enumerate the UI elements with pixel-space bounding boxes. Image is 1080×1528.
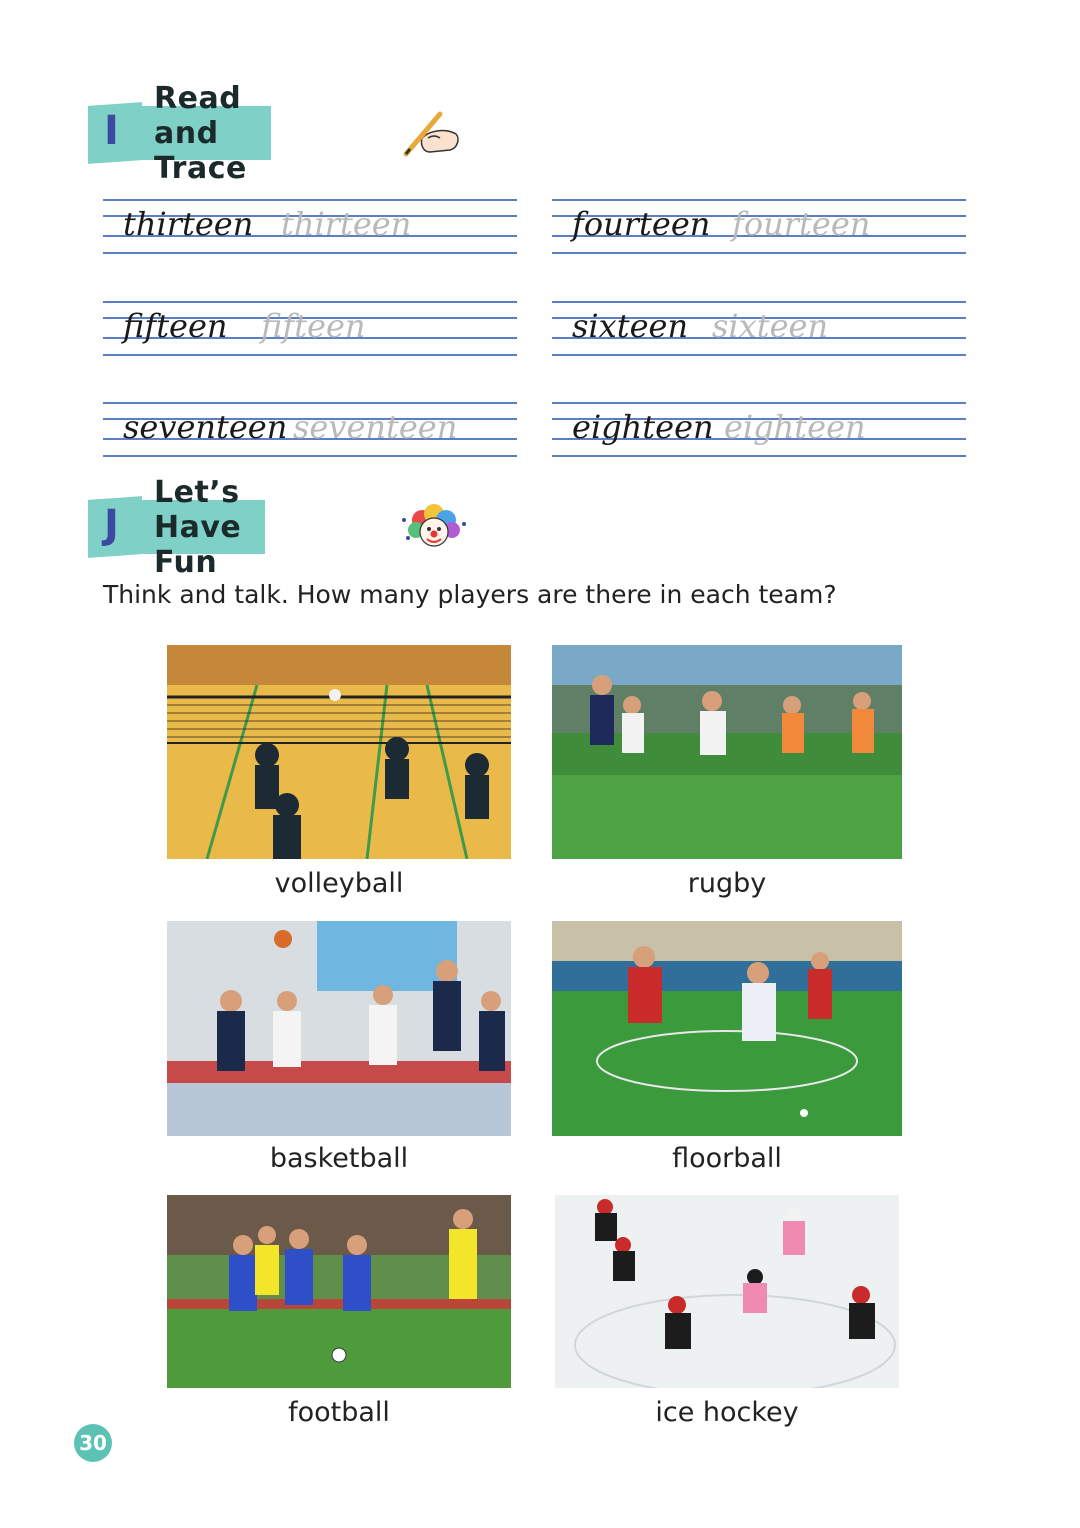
model-word: seventeen — [123, 408, 288, 446]
section-letter: I — [104, 108, 119, 154]
model-word: fifteen — [123, 307, 228, 345]
section-title-box — [132, 474, 265, 580]
trace-row-fourteen — [552, 199, 966, 255]
model-word: sixteen — [572, 307, 689, 345]
trace-row-thirteen — [103, 199, 517, 255]
clown-icon — [398, 500, 470, 552]
volleyball-photo — [167, 645, 511, 859]
trace-word[interactable]: seventeen — [293, 408, 458, 446]
pencil-hand-icon — [400, 108, 464, 158]
trace-row-eighteen — [552, 402, 966, 458]
ice-hockey-photo — [555, 1195, 899, 1388]
trace-word[interactable]: fourteen — [732, 205, 871, 243]
trace-row-fifteen — [103, 301, 517, 357]
trace-word[interactable]: fifteen — [261, 307, 366, 345]
trace-word[interactable]: eighteen — [724, 408, 866, 446]
ice-hockey-caption: ice hockey — [655, 1397, 799, 1428]
volleyball-caption: volleyball — [274, 868, 404, 899]
football-caption: football — [288, 1397, 390, 1428]
section-letter: J — [104, 502, 119, 548]
trace-row-sixteen — [552, 301, 966, 357]
section-title-box — [132, 80, 271, 186]
trace-row-seventeen — [103, 402, 517, 458]
section-title: Let’s Have Fun — [154, 474, 242, 580]
section-title: Read and Trace — [154, 80, 247, 186]
instruction-text: Think and talk. How many players are there in each team? — [103, 580, 837, 609]
football-photo — [167, 1195, 511, 1388]
rugby-caption: rugby — [687, 868, 767, 899]
model-word: fourteen — [572, 205, 711, 243]
model-word: thirteen — [123, 205, 254, 243]
rugby-photo — [552, 645, 902, 859]
model-word: eighteen — [572, 408, 714, 446]
trace-word[interactable]: thirteen — [281, 205, 412, 243]
floorball-photo — [552, 921, 902, 1136]
floorball-caption: floorball — [672, 1143, 782, 1174]
basketball-caption: basketball — [269, 1143, 409, 1174]
page-number-badge: 30 — [74, 1424, 112, 1462]
basketball-photo — [167, 921, 511, 1136]
trace-word[interactable]: sixteen — [712, 307, 829, 345]
